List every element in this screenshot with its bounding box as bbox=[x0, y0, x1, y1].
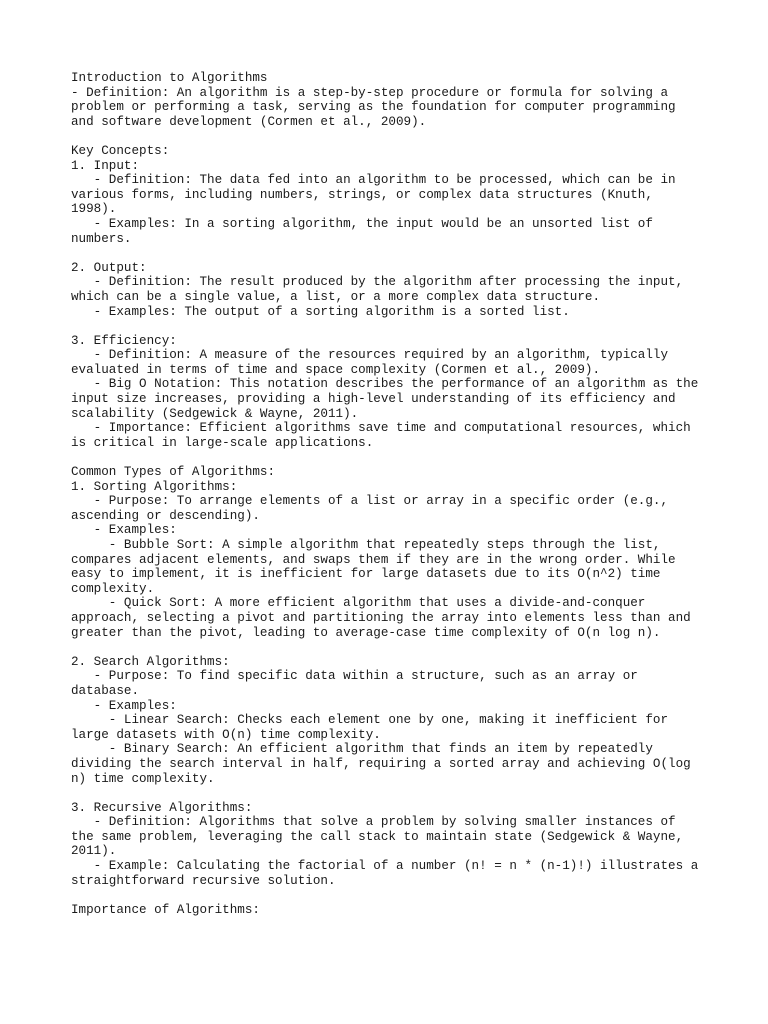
text-line: approach, selecting a pivot and partitioning the array into elements less than and bbox=[71, 610, 691, 625]
text-line: - Big O Notation: This notation describes the performance of an algorithm as the bbox=[71, 377, 699, 392]
text-line: - Linear Search: Checks each element one by one, making it inefficient for bbox=[71, 713, 669, 728]
section-heading: Common Types of Algorithms: bbox=[71, 465, 276, 480]
text-line: easy to implement, it is inefficient for large datasets due to its O(n^2) time bbox=[71, 567, 661, 582]
text-line: 1998). bbox=[71, 202, 117, 217]
blank-line bbox=[71, 786, 731, 801]
text-line: the same problem, leveraging the call stack to maintain state (Sedgewick & Wayne, bbox=[71, 829, 684, 844]
text-line: large datasets with O(n) time complexity. bbox=[71, 727, 381, 742]
section-heading: 3. Recursive Algorithms: bbox=[71, 800, 253, 815]
text-line: 2011). bbox=[71, 844, 117, 859]
text-line: - Definition: The data fed into an algorithm to be processed, which can be in bbox=[71, 173, 676, 188]
blank-line bbox=[71, 319, 731, 334]
text-line: n) time complexity. bbox=[71, 771, 215, 786]
text-line: various forms, including numbers, strings, or complex data structures (Knuth, bbox=[71, 187, 653, 202]
text-line: straightforward recursive solution. bbox=[71, 873, 336, 888]
text-line: dividing the search interval in half, requiring a sorted array and achieving O(log bbox=[71, 756, 691, 771]
text-line: is critical in large-scale applications. bbox=[71, 435, 374, 450]
text-line: - Examples: The output of a sorting algorithm is a sorted list. bbox=[71, 304, 570, 319]
blank-line bbox=[71, 888, 731, 903]
text-line: problem or performing a task, serving as the foundation for computer programming bbox=[71, 100, 676, 115]
section-heading: Key Concepts: bbox=[71, 143, 170, 158]
text-line: - Definition: The result produced by the algorithm after processing the input, bbox=[71, 275, 684, 290]
section-heading: 1. Input: bbox=[71, 158, 140, 173]
section-heading: 3. Efficiency: bbox=[71, 333, 177, 348]
text-line: - Definition: Algorithms that solve a problem by solving smaller instances of bbox=[71, 815, 676, 830]
text-line: numbers. bbox=[71, 231, 132, 246]
text-line: evaluated in terms of time and space complexity (Cormen et al., 2009). bbox=[71, 362, 601, 377]
text-line: - Bubble Sort: A simple algorithm that repeatedly steps through the list, bbox=[71, 538, 661, 552]
text-line: - Definition: An algorithm is a step-by-step procedure or formula for solving a bbox=[71, 85, 669, 100]
text-line: - Examples: bbox=[71, 523, 177, 538]
text-line: which can be a single value, a list, or a more complex data structure. bbox=[71, 289, 601, 304]
text-line: - Example: Calculating the factorial of a number (n! = n * (n-1)!) illustrates a bbox=[71, 859, 699, 874]
text-line: - Binary Search: An efficient algorithm that finds an item by repeatedly bbox=[71, 742, 653, 757]
text-line: Introduction to Algorithms bbox=[71, 71, 268, 85]
text-line: compares adjacent elements, and swaps them if they are in the wrong order. While bbox=[71, 552, 676, 567]
text-line: database. bbox=[71, 683, 140, 698]
text-line: - Importance: Efficient algorithms save time and computational resources, which bbox=[71, 421, 691, 436]
text-line: - Definition: A measure of the resources required by an algorithm, typically bbox=[71, 348, 669, 363]
blank-line bbox=[71, 246, 731, 261]
section-heading: 2. Search Algorithms: bbox=[71, 654, 230, 669]
blank-line bbox=[71, 640, 731, 655]
blank-line bbox=[71, 450, 731, 465]
text-line: and software development (Cormen et al., 2009). bbox=[71, 114, 427, 129]
blank-line bbox=[71, 129, 731, 144]
text-line: scalability (Sedgewick & Wayne, 2011). bbox=[71, 406, 359, 421]
text-line: ascending or descending). bbox=[71, 508, 260, 523]
text-line: complexity. bbox=[71, 581, 155, 596]
document-body bbox=[71, 71, 731, 917]
text-line: - Purpose: To find specific data within a structure, such as an array or bbox=[71, 669, 638, 684]
text-line: greater than the pivot, leading to average-case time complexity of O(n log n). bbox=[71, 625, 661, 640]
section-heading: Importance of Algorithms: bbox=[71, 902, 260, 917]
text-line: input size increases, providing a high-level understanding of its efficiency and bbox=[71, 392, 676, 407]
section-heading: 2. Output: bbox=[71, 260, 147, 275]
section-heading: 1. Sorting Algorithms: bbox=[71, 479, 238, 494]
text-line: - Quick Sort: A more efficient algorithm that uses a divide-and-conquer bbox=[71, 596, 646, 611]
text-line: - Purpose: To arrange elements of a list or array in a specific order (e.g., bbox=[71, 494, 669, 509]
text-line: - Examples: In a sorting algorithm, the input would be an unsorted list of bbox=[71, 216, 653, 231]
text-line: - Examples: bbox=[71, 698, 177, 713]
